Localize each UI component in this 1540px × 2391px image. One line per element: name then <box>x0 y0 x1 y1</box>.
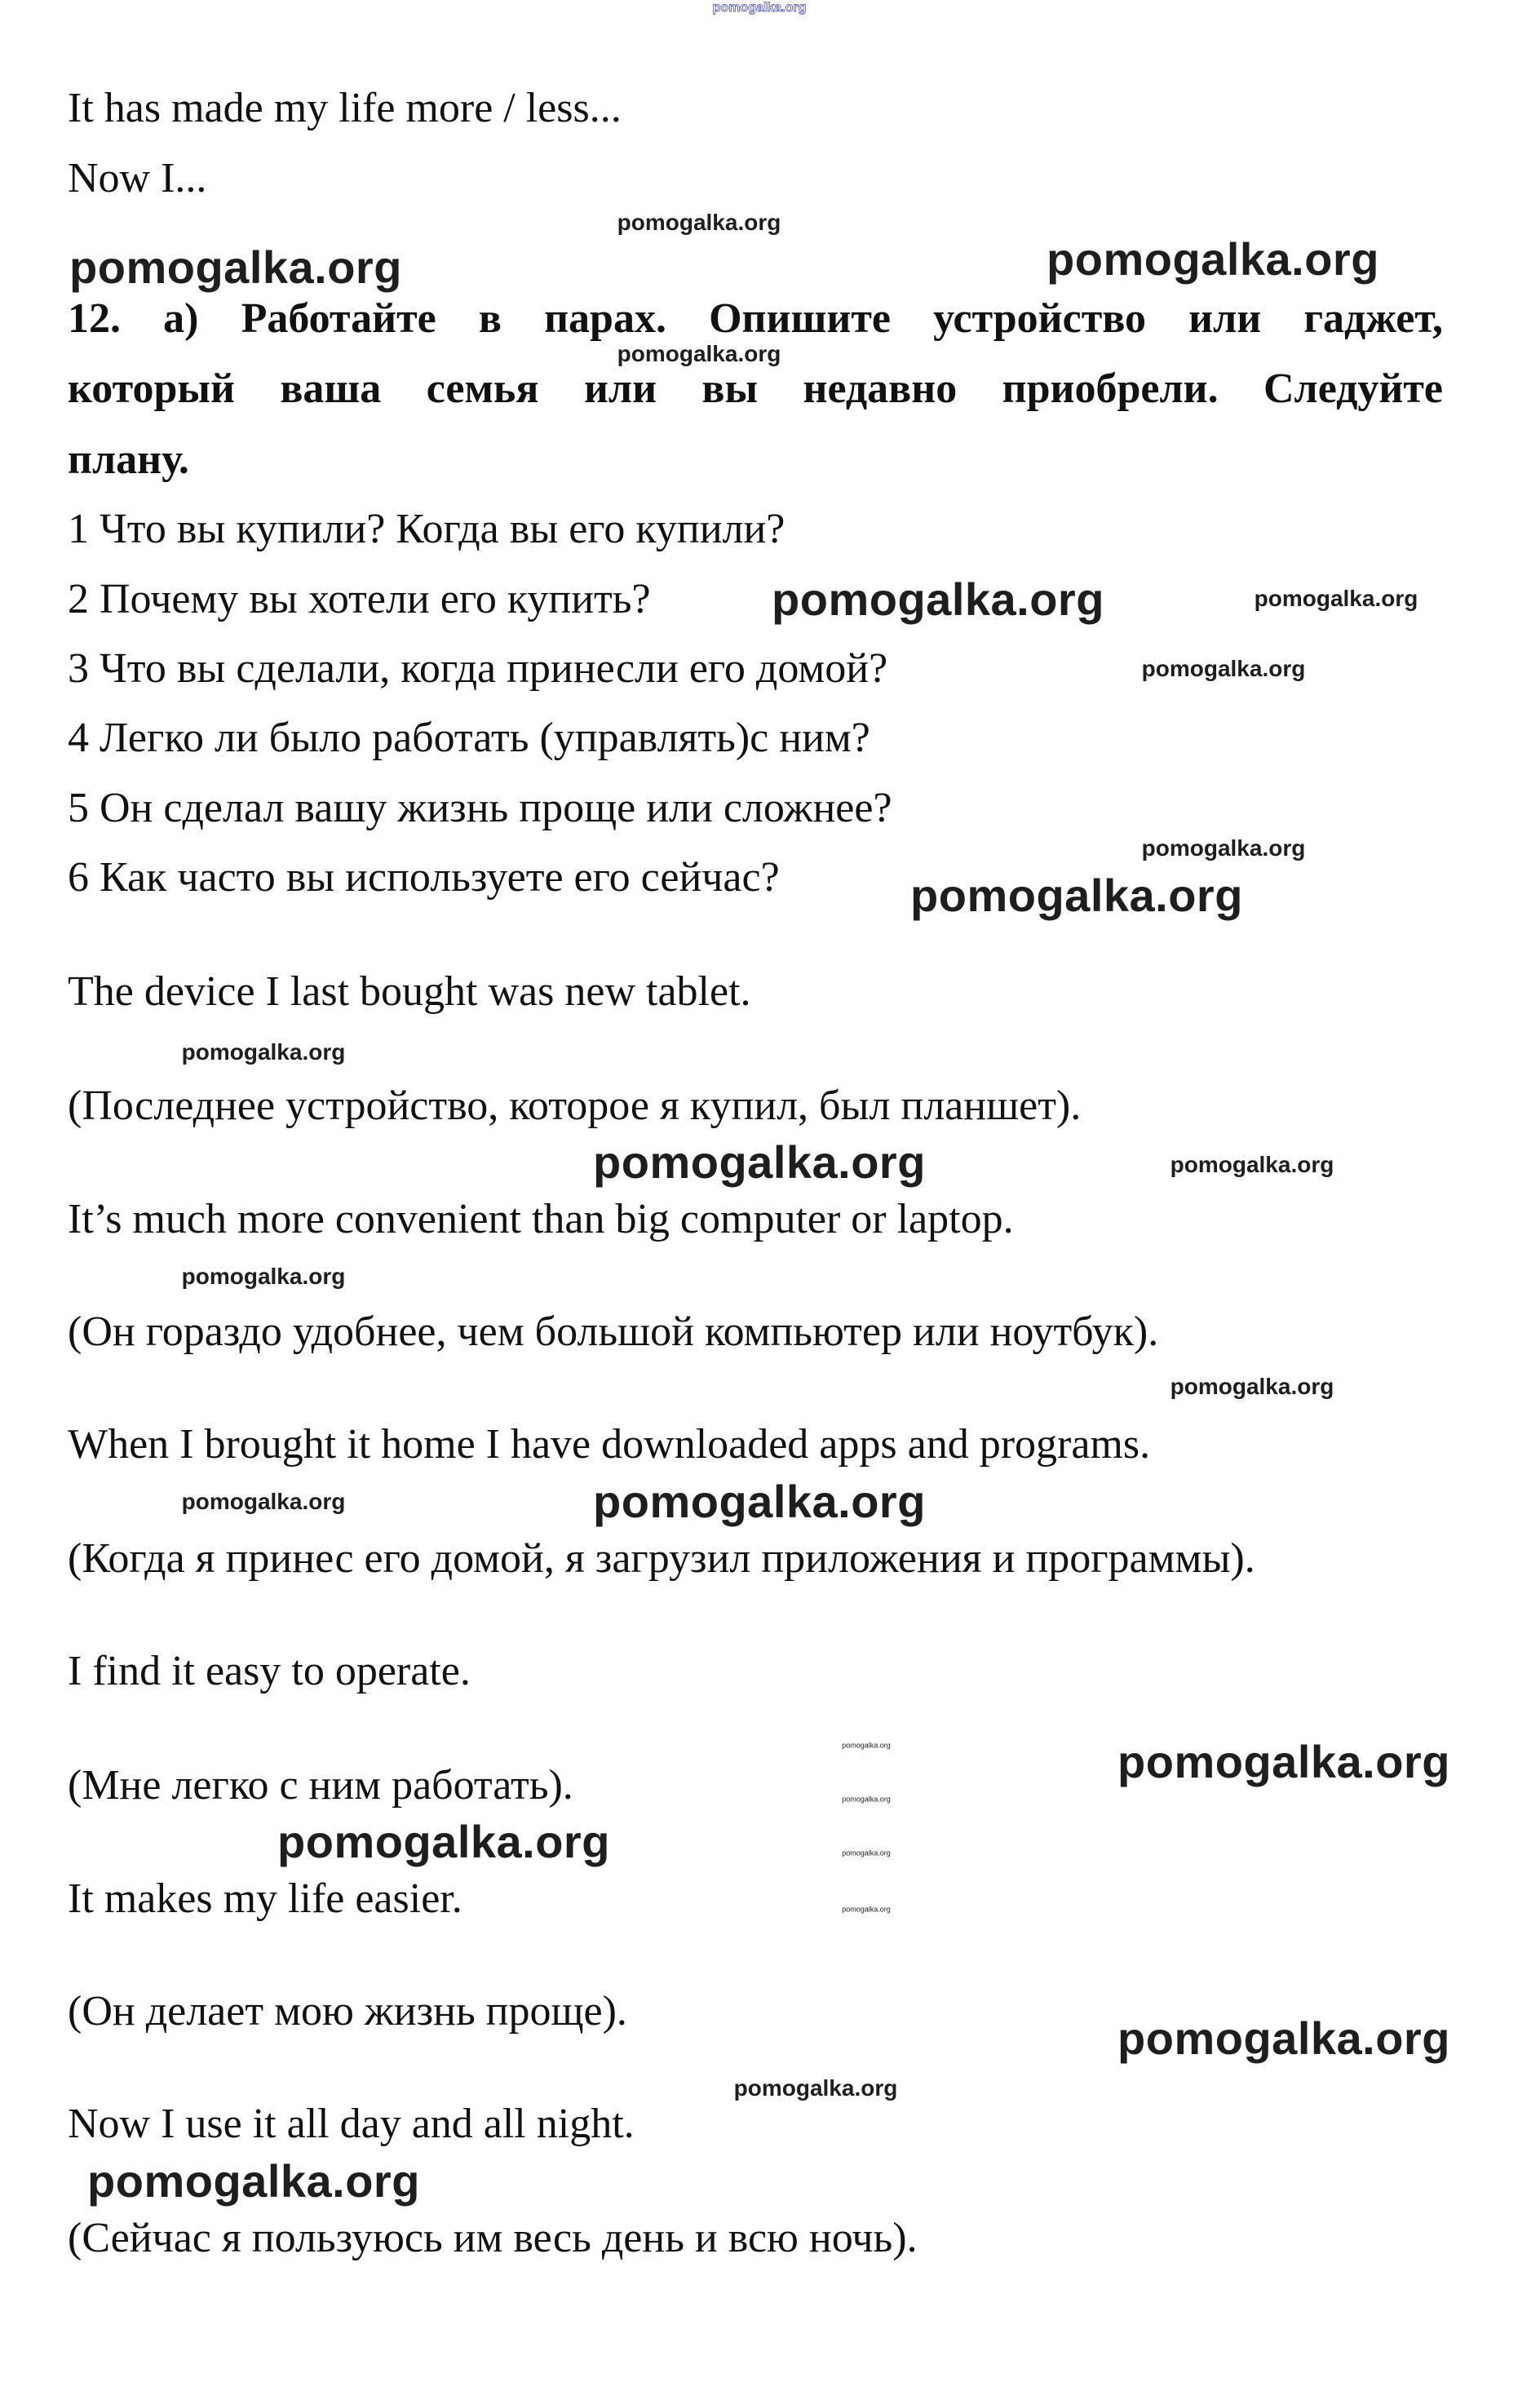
answer-line: The device I last bought was new tablet. <box>68 968 751 1015</box>
watermark: pomogalka.org <box>617 210 781 235</box>
watermark: pomogalka.org <box>69 241 402 293</box>
watermark: pomogalka.org <box>1170 1152 1334 1177</box>
watermark: pomogalka.org <box>842 1741 891 1750</box>
plan-item: 1 Что вы купили? Когда вы его купили? <box>68 506 785 552</box>
watermark: pomogalka.org <box>1170 1374 1334 1399</box>
watermark: pomogalka.org <box>910 870 1243 921</box>
watermark: pomogalka.org <box>617 341 781 366</box>
translation-line: (Когда я принес его домой, я загрузил приложения и программы). <box>68 1535 1255 1582</box>
answer-line: When I brought it home I have downloaded apps and programs. <box>68 1421 1151 1468</box>
task-heading-line: 12. a) Работайте в парах. Опишите устройство или гаджет, <box>68 295 1443 342</box>
watermark: pomogalka.org <box>87 2155 420 2207</box>
watermark: pomogalka.org <box>712 1 807 15</box>
answer-line: Now I use it all day and all night. <box>68 2101 635 2147</box>
watermark: pomogalka.org <box>1117 2012 1450 2064</box>
watermark: pomogalka.org <box>1047 233 1379 285</box>
plan-item: 6 Как часто вы используете его сейчас? <box>68 854 780 901</box>
translation-line: (Последнее устройство, которое я купил, был планшет). <box>68 1083 1082 1129</box>
translation-line: (Он гораздо удобнее, чем большой компьютер или ноутбук). <box>68 1308 1159 1355</box>
watermark: pomogalka.org <box>842 1849 891 1857</box>
watermark: pomogalka.org <box>772 573 1104 625</box>
watermark: pomogalka.org <box>181 1489 346 1514</box>
watermark: pomogalka.org <box>1141 835 1306 861</box>
watermark: pomogalka.org <box>181 1264 346 1289</box>
text-line: It has made my life more / less... <box>68 85 622 131</box>
watermark: pomogalka.org <box>842 1795 891 1804</box>
plan-item: 4 Легко ли было работать (управлять)с ним? <box>68 715 870 761</box>
plan-item: 2 Почему вы хотели его купить? <box>68 576 651 622</box>
task-heading-line: плану. <box>68 436 189 483</box>
answer-line: It’s much more convenient than big computer or laptop. <box>68 1196 1014 1242</box>
watermark: pomogalka.org <box>277 1816 610 1867</box>
answer-line: I find it easy to operate. <box>68 1648 471 1694</box>
translation-line: (Он делает мою жизнь проще). <box>68 1988 627 2035</box>
translation-line: (Сейчас я пользуюсь им весь день и всю ночь). <box>68 2215 918 2261</box>
task-heading-line: который ваша семья или вы недавно приобрели. Следуйте <box>68 365 1443 412</box>
plan-item: 3 Что вы сделали, когда принесли его домой? <box>68 645 888 692</box>
translation-line: (Мне легко с ним работать). <box>68 1762 573 1809</box>
text-line: Now I... <box>68 155 207 201</box>
answer-line: It makes my life easier. <box>68 1875 462 1922</box>
watermark: pomogalka.org <box>842 1905 891 1914</box>
watermark: pomogalka.org <box>1117 1736 1450 1787</box>
watermark: pomogalka.org <box>593 1136 926 1188</box>
watermark: pomogalka.org <box>593 1476 926 1527</box>
watermark: pomogalka.org <box>1254 586 1418 611</box>
watermark: pomogalka.org <box>181 1039 346 1065</box>
watermark: pomogalka.org <box>733 2075 898 2101</box>
plan-item: 5 Он сделал вашу жизнь проще или сложнее? <box>68 785 892 831</box>
watermark: pomogalka.org <box>1141 656 1306 681</box>
